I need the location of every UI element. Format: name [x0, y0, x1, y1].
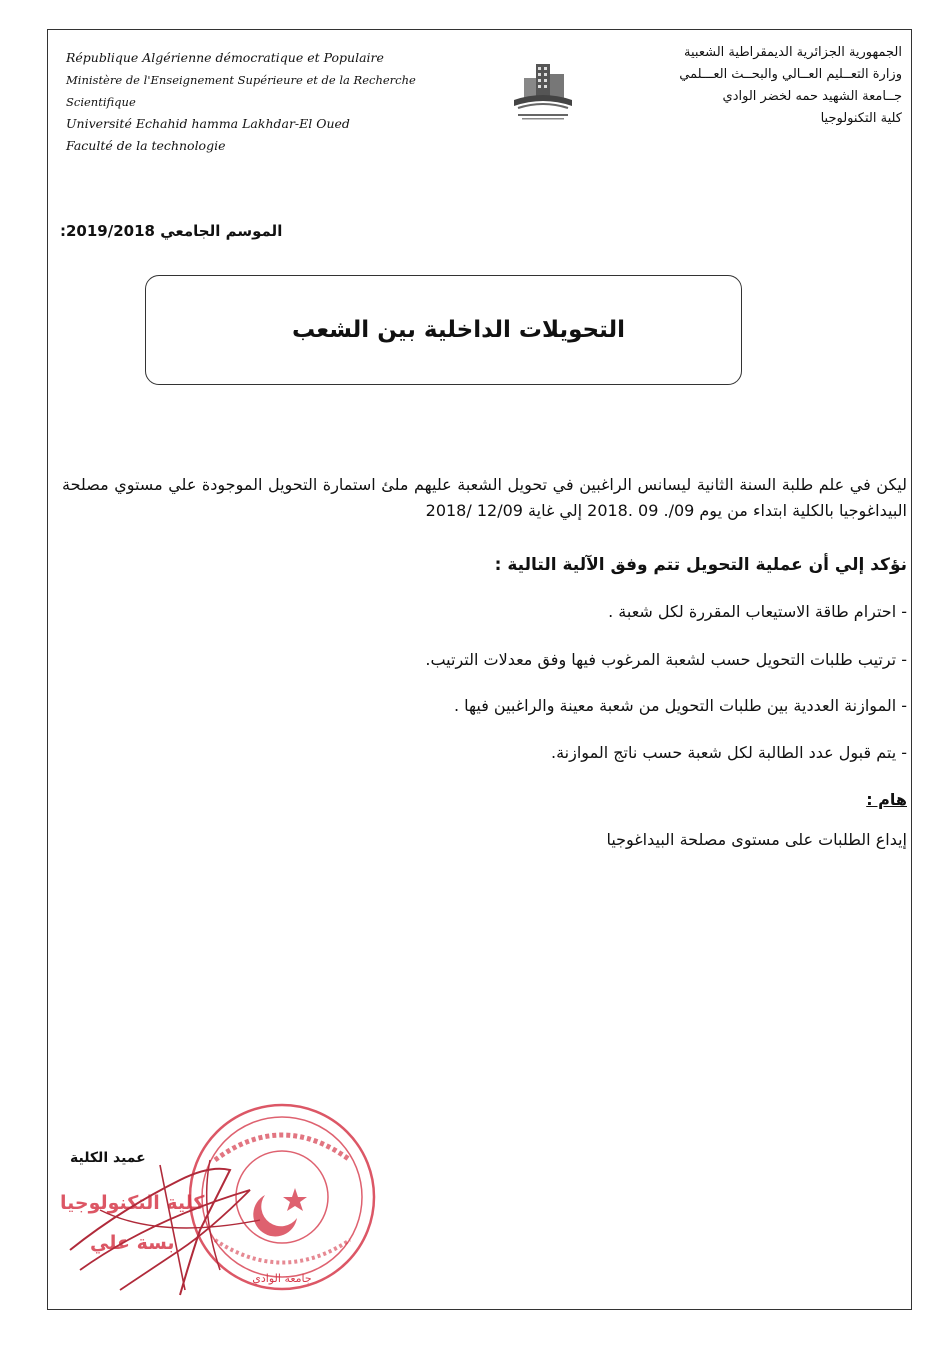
- fr-faculty: Faculté de la technologie: [66, 138, 226, 153]
- title-box: [145, 275, 742, 385]
- ar-faculty: كلية التكنولوجيا: [820, 111, 902, 126]
- ar-ministry: وزارة التعــليم العــالي والبحــث العـــلمي: [679, 67, 902, 82]
- stamp-faculty: كلية التكنولوجيا: [60, 1192, 205, 1214]
- fr-ministry: Ministère de l'Enseignement Supérieure et de la Recherche Scientifique: [66, 73, 416, 109]
- important-label: هام :: [866, 790, 907, 809]
- season-label: الموسم الجامعي: [160, 222, 283, 240]
- signature: [60, 1150, 290, 1300]
- list-item: - احترام طاقة الاستيعاب المقررة لكل شعبة .: [608, 602, 907, 621]
- university-logo: [508, 60, 578, 122]
- announcement-paragraph: ليكن في علم طلبة السنة الثانية ليسانس الراغبين في تحويل الشعبة عليهم ملئ استمارة التحويل الموجودة علي مستوي مصلحة البيداغوجيا بالكلية ابتداء من يوم 09/. 09 .2018 إلي غاية 12/09 /2018: [62, 475, 907, 520]
- french-header: [66, 47, 486, 157]
- season-value: 2019/2018:: [60, 222, 155, 240]
- list-item: - يتم قبول عدد الطالبة لكل شعبة حسب ناتج الموازنة.: [551, 743, 907, 762]
- fr-republic: République Algérienne démocratique et Populaire: [66, 50, 384, 65]
- list-item: - ترتيب طلبات التحويل حسب لشعبة المرغوب فيها وفق معدلات الترتيب.: [425, 650, 907, 669]
- dean-label: عميد الكلية: [70, 1150, 146, 1166]
- stamp-name: بسة علي: [90, 1232, 175, 1254]
- academic-season: [60, 222, 282, 240]
- page-title: التحويلات الداخلية بين الشعب: [291, 317, 626, 343]
- seal-bottom-text: جامعة الوادي: [252, 1272, 312, 1285]
- ar-republic: الجمهورية الجزائرية الديمقراطية الشعبية: [684, 45, 902, 60]
- mechanism-intro: نؤكد إلي أن عملية التحويل تتم وفق الآلية التالية :: [494, 555, 907, 575]
- deposit-note: إيداع الطلبات على مستوى مصلحة البيداغوجيا: [606, 830, 907, 849]
- fr-university: Université Echahid hamma Lakhdar-El Oued: [66, 116, 350, 131]
- arabic-header: [602, 42, 902, 130]
- ar-university: جــامعة الشهيد حمه لخضر الوادي: [722, 89, 902, 104]
- list-item: - الموازنة العددية بين طلبات التحويل من شعبة معينة والراغبين فيها .: [453, 696, 907, 715]
